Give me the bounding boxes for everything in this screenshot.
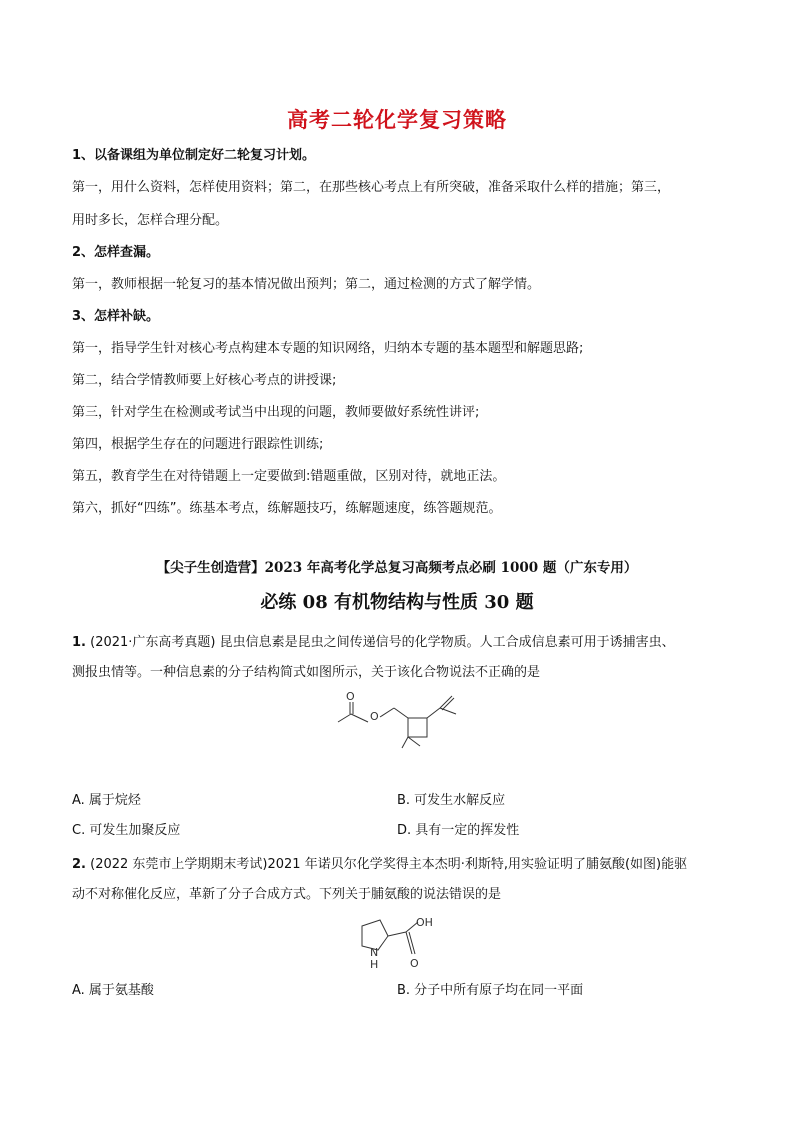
question-2-line-1: (2022 东莞市上学期期末考试)2021 年诺贝尔化学奖得主本杰明·利斯特,用实验证明了脯氨酸(如图)能驱 xyxy=(90,857,688,872)
heading-3: 3、怎样补缺。 xyxy=(72,309,160,324)
hydroxyl-group-label: OH xyxy=(416,916,433,929)
question-number: 2. xyxy=(72,857,86,872)
carbonyl-oxygen-atom: O xyxy=(410,957,419,970)
question-1-option-b[interactable]: B. 可发生水解反应 xyxy=(397,793,506,808)
carbonyl-oxygen-atom: O xyxy=(346,690,355,703)
step-5: 第五，教育学生在对待错题上一定要做到:错题重做，区别对待，就地正法。 xyxy=(72,469,506,484)
paragraph-2: 第一，教师根据一轮复习的基本情况做出预判；第二，通过检测的方式了解学情。 xyxy=(72,277,541,292)
question-2-text-line-1 xyxy=(72,856,732,874)
question-1-line-1: (2021·广东高考真题) 昆虫信息素是昆虫之间传递信号的化学物质。人工合成信息素可用于诱捕害虫、 xyxy=(90,635,675,650)
step-2: 第二，结合学情教师要上好核心考点的讲授课; xyxy=(72,373,337,388)
question-1-option-c[interactable]: C. 可发生加聚反应 xyxy=(72,823,181,838)
step-1: 第一，指导学生针对核心考点构建本专题的知识网络，归纳本专题的基本题型和解题思路; xyxy=(72,341,584,356)
exercise-source: 【尖子生创造营】2023 年高考化学总复习高频考点必刷 1000 题（广东专用） xyxy=(156,560,638,576)
pheromone-structure-diagram xyxy=(332,688,472,758)
heading-2: 2、怎样查漏。 xyxy=(72,245,160,260)
page-title: 高考二轮化学复习策略 xyxy=(287,108,507,132)
question-2-option-b[interactable]: B. 分子中所有原子均在同一平面 xyxy=(397,983,584,998)
heading-1: 1、以备课组为单位制定好二轮复习计划。 xyxy=(72,148,316,163)
question-2-option-a[interactable]: A. 属于氨基酸 xyxy=(72,983,154,998)
proline-structure-diagram xyxy=(350,914,450,974)
question-1-line-2: 测报虫情等。一种信息素的分子结构简式如图所示，关于该化合物说法不正确的是 xyxy=(72,665,541,680)
paragraph-1b: 用时多长，怎样合理分配。 xyxy=(72,213,229,228)
step-4: 第四，根据学生存在的问题进行跟踪性训练; xyxy=(72,437,324,452)
ester-oxygen-atom: O xyxy=(370,710,379,723)
question-1-text-line-1 xyxy=(72,634,732,652)
step-6: 第六，抓好“四练”。练基本考点，练解题技巧，练解题速度，练答题规范。 xyxy=(72,501,502,516)
question-2-line-2: 动不对称催化反应，革新了分子合成方式。下列关于脯氨酸的说法错误的是 xyxy=(72,887,502,902)
paragraph-1a: 第一，用什么资料，怎样使用资料；第二，在那些核心考点上有所突破，准备采取什么样的措施；第三， xyxy=(72,180,671,195)
nitrogen-atom: N xyxy=(370,946,379,959)
question-number: 1. xyxy=(72,635,86,650)
question-1-option-a[interactable]: A. 属于烷烃 xyxy=(72,793,141,808)
step-3: 第三，针对学生在检测或考试当中出现的问题，教师要做好系统性讲评; xyxy=(72,405,480,420)
section-heading: 必练 08 有机物结构与性质 30 题 xyxy=(260,592,534,613)
amine-hydrogen-atom: H xyxy=(370,958,379,971)
question-1-option-d[interactable]: D. 具有一定的挥发性 xyxy=(397,823,520,838)
